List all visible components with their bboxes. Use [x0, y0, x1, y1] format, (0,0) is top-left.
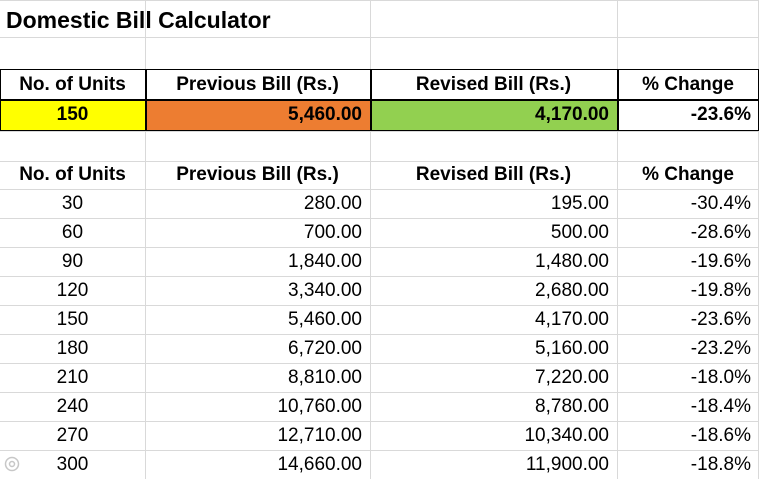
percent-change-cell[interactable]: -18.8%	[690, 453, 751, 475]
percent-change-cell[interactable]: -19.8%	[690, 279, 751, 301]
units-input-cell[interactable]: 150	[0, 100, 145, 130]
revised-bill-cell: 4,170.00	[370, 100, 617, 130]
summary-header-revised: Revised Bill (Rs.)	[415, 73, 572, 95]
table-header-revised: Revised Bill (Rs.)	[415, 164, 572, 185]
percent-change-cell[interactable]: -19.6%	[690, 250, 751, 272]
previous-bill-cell[interactable]: 8,810.00	[288, 366, 362, 388]
summary-header-change: % Change	[642, 73, 734, 95]
summary-col-divider	[145, 69, 147, 131]
sheet-title: Domestic Bill Calculator	[6, 7, 271, 33]
revised-bill-cell[interactable]: 2,680.00	[535, 279, 609, 301]
table-header-previous: Previous Bill (Rs.)	[176, 164, 339, 185]
units-cell[interactable]: 210	[56, 366, 89, 388]
percent-change-cell[interactable]: -18.4%	[690, 395, 751, 417]
units-cell[interactable]: 300	[56, 453, 89, 475]
gridline	[0, 37, 759, 38]
units-cell[interactable]: 240	[56, 395, 89, 417]
previous-bill-cell[interactable]: 700.00	[303, 221, 362, 243]
previous-bill-cell[interactable]: 1,840.00	[288, 250, 362, 272]
watermark	[2, 452, 22, 476]
previous-bill-cell[interactable]: 5,460.00	[288, 308, 362, 330]
revised-bill-cell[interactable]: 7,220.00	[535, 366, 609, 388]
revised-bill-cell[interactable]: 195.00	[550, 192, 609, 214]
percent-change-cell: -23.6%	[690, 104, 751, 125]
gridline	[0, 0, 759, 1]
units-cell[interactable]: 150	[56, 308, 89, 330]
revised-bill-cell[interactable]: 1,480.00	[535, 250, 609, 272]
previous-bill-cell: 5,460.00	[145, 100, 370, 130]
units-cell[interactable]: 60	[61, 221, 84, 243]
revised-bill-cell[interactable]: 4,170.00	[535, 308, 609, 330]
units-cell[interactable]: 90	[61, 250, 84, 272]
table-header-change: % Change	[642, 164, 734, 185]
previous-bill-cell[interactable]: 14,660.00	[277, 453, 362, 475]
camera-logo-icon	[2, 456, 22, 472]
summary-col-divider	[370, 69, 372, 131]
units-cell[interactable]: 180	[56, 337, 89, 359]
previous-bill-cell[interactable]: 12,710.00	[277, 424, 362, 446]
percent-change-cell[interactable]: -28.6%	[690, 221, 751, 243]
revised-bill-cell[interactable]: 10,340.00	[524, 424, 609, 446]
previous-bill-cell[interactable]: 10,760.00	[277, 395, 362, 417]
summary-col-divider	[617, 69, 619, 131]
percent-change-cell[interactable]: -23.2%	[690, 337, 751, 359]
percent-change-cell[interactable]: -30.4%	[690, 192, 751, 214]
percent-change-cell[interactable]: -18.6%	[690, 424, 751, 446]
units-cell[interactable]: 120	[56, 279, 89, 301]
previous-bill-cell[interactable]: 6,720.00	[288, 337, 362, 359]
revised-bill-cell[interactable]: 11,900.00	[525, 453, 609, 475]
table-header-units: No. of Units	[19, 164, 126, 185]
gridline	[0, 131, 759, 132]
revised-bill-cell[interactable]: 8,780.00	[535, 395, 609, 417]
percent-change-cell[interactable]: -23.6%	[690, 308, 751, 330]
revised-bill-cell[interactable]: 500.00	[550, 221, 609, 243]
percent-change-cell[interactable]: -18.0%	[690, 366, 751, 388]
revised-bill-cell[interactable]: 5,160.00	[535, 337, 609, 359]
summary-divider	[0, 99, 759, 101]
summary-header-previous: Previous Bill (Rs.)	[176, 73, 339, 95]
previous-bill-cell[interactable]: 3,340.00	[288, 279, 362, 301]
units-cell[interactable]: 30	[61, 192, 84, 214]
summary-header-units: No. of Units	[19, 73, 126, 95]
units-cell[interactable]: 270	[56, 424, 89, 446]
previous-bill-cell[interactable]: 280.00	[303, 192, 362, 214]
